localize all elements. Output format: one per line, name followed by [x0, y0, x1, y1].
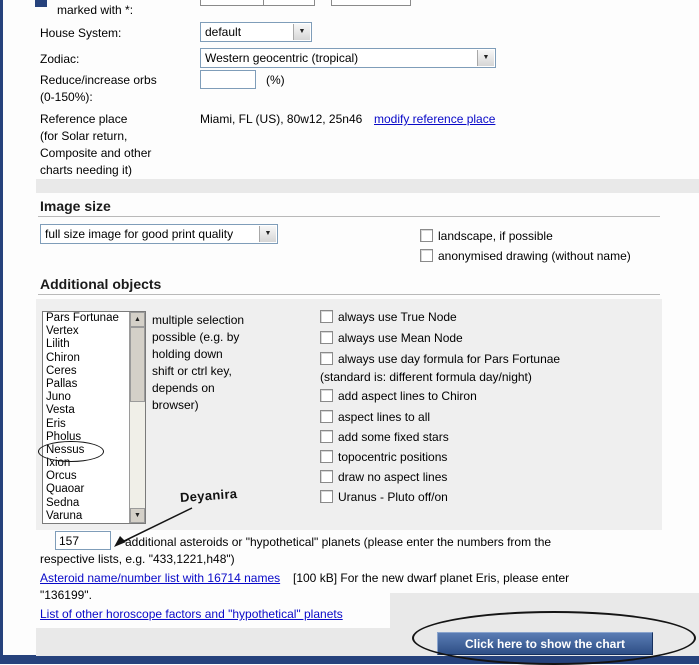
modify-reference-place-link[interactable]: modify reference place — [374, 112, 496, 126]
listbox-option[interactable]: Sedna — [46, 496, 80, 509]
uranus-pluto-label: Uranus - Pluto off/on — [338, 490, 448, 504]
button-annotation-ellipse — [412, 611, 696, 665]
anonymised-checkbox[interactable] — [420, 249, 433, 262]
listbox-scrollbar[interactable] — [129, 312, 145, 523]
orbs-label-line2: (0-150%): — [40, 90, 93, 104]
listbox-option-nessus[interactable]: Nessus — [46, 443, 85, 456]
divider — [38, 294, 660, 295]
bottom-panel — [36, 628, 390, 656]
scroll-up-icon[interactable]: ▲ — [130, 312, 145, 327]
multi-select-note-line: depends on — [152, 381, 215, 395]
house-system-value: default — [205, 25, 242, 39]
landscape-checkbox[interactable] — [420, 229, 433, 242]
show-chart-button[interactable]: Click here to show the chart — [437, 632, 653, 655]
topocentric-checkbox[interactable] — [320, 450, 333, 463]
listbox-option[interactable]: Vesta — [46, 404, 75, 417]
chevron-down-icon[interactable]: ▼ — [477, 50, 494, 66]
additional-objects-heading: Additional objects — [40, 276, 162, 292]
mean-node-label: always use Mean Node — [338, 331, 463, 345]
cropped-control — [263, 0, 315, 6]
day-formula-label: always use day formula for Pars Fortunae — [338, 352, 561, 366]
listbox-option[interactable]: Orcus — [46, 470, 77, 483]
refplace-label-line3: Composite and other — [40, 146, 152, 160]
scrollbar-thumb[interactable] — [130, 327, 145, 402]
refplace-value: Miami, FL (US), 80w12, 25n46 — [200, 112, 363, 126]
anonymised-checkbox-label: anonymised drawing (without name) — [438, 249, 631, 263]
divider — [38, 216, 660, 217]
asteroid-instructions-line1: additional asteroids or "hypothetical" planets (please enter the numbers from the — [125, 535, 552, 549]
aspect-all-checkbox[interactable] — [320, 410, 333, 423]
day-formula-note: (standard is: different formula day/night) — [320, 370, 532, 384]
asteroid-list-link[interactable]: Asteroid name/number list with 16714 names — [40, 571, 281, 585]
listbox-option[interactable]: Chiron — [46, 351, 80, 364]
aspect-all-label: aspect lines to all — [338, 410, 431, 424]
listbox-option[interactable]: Lilith — [46, 338, 70, 351]
listbox-option[interactable]: Juno — [46, 391, 71, 404]
listbox-option[interactable]: Pholus — [46, 430, 82, 443]
cropped-element — [35, 0, 47, 7]
zodiac-select[interactable] — [200, 48, 496, 68]
deyanira-annotation: Deyanira — [179, 486, 238, 505]
other-factors-link[interactable]: List of other horoscope factors and "hypothetical" planets — [40, 607, 343, 621]
scroll-down-icon[interactable]: ▼ — [130, 508, 145, 523]
nessus-annotation-ellipse — [38, 441, 104, 462]
listbox-option[interactable]: Ixion — [46, 457, 71, 470]
asteroid-list-note: [100 kB] For the new dwarf planet Eris, please enter — [293, 571, 570, 585]
zodiac-value: Western geocentric (tropical) — [205, 51, 359, 65]
listbox-option[interactable]: Varuna — [46, 509, 83, 522]
true-node-checkbox[interactable] — [320, 310, 333, 323]
marked-with-label: marked with *: — [57, 3, 134, 17]
true-node-label: always use True Node — [338, 310, 457, 324]
topocentric-label: topocentric positions — [338, 450, 448, 464]
asteroid-instructions-line2: respective lists, e.g. "433,1221,h48") — [40, 552, 235, 566]
chevron-down-icon[interactable]: ▼ — [293, 24, 310, 40]
refplace-label-line2: (for Solar return, — [40, 129, 128, 143]
mean-node-checkbox[interactable] — [320, 331, 333, 344]
multi-select-note-line: browser) — [152, 398, 199, 412]
listbox-option[interactable]: Quaoar — [46, 483, 85, 496]
orbs-label-line1: Reduce/increase orbs — [40, 73, 157, 87]
refplace-label-line4: charts needing it) — [40, 163, 133, 177]
house-system-select[interactable] — [200, 22, 312, 42]
multi-select-note-line: multiple selection — [152, 313, 245, 327]
refplace-label-line1: Reference place — [40, 112, 128, 126]
listbox-option[interactable]: Pars Fortunae — [46, 312, 119, 324]
chiron-aspect-label: add aspect lines to Chiron — [338, 389, 477, 403]
landscape-checkbox-label: landscape, if possible — [438, 229, 553, 243]
uranus-pluto-checkbox[interactable] — [320, 490, 333, 503]
section-separator — [36, 179, 699, 193]
listbox-option[interactable]: Eris — [46, 417, 66, 430]
multi-select-note-line: shift or ctrl key, — [152, 364, 232, 378]
image-size-select[interactable] — [40, 224, 278, 244]
asteroid-list-note-line2: "136199". — [40, 588, 92, 602]
additional-objects-listbox[interactable] — [42, 311, 146, 524]
asteroid-numbers-input[interactable] — [55, 531, 111, 550]
multi-select-note-line: holding down — [152, 347, 223, 361]
chevron-down-icon[interactable]: ▼ — [259, 226, 276, 242]
listbox-option[interactable]: Vertex — [46, 325, 79, 338]
orbs-percent-suffix: (%) — [266, 73, 285, 87]
image-size-value: full size image for good print quality — [45, 227, 234, 241]
fixed-stars-label: add some fixed stars — [338, 430, 449, 444]
no-aspect-lines-label: draw no aspect lines — [338, 470, 448, 484]
no-aspect-lines-checkbox[interactable] — [320, 470, 333, 483]
orbs-input[interactable] — [200, 70, 256, 89]
day-formula-checkbox[interactable] — [320, 352, 333, 365]
image-size-heading: Image size — [40, 198, 111, 214]
zodiac-label: Zodiac: — [40, 52, 80, 66]
listbox-option[interactable]: Ceres — [46, 364, 77, 377]
listbox-option[interactable]: Pallas — [46, 377, 78, 390]
multi-select-note-line: possible (e.g. by — [152, 330, 240, 344]
cropped-control — [331, 0, 411, 6]
left-border-bar — [0, 0, 3, 664]
fixed-stars-checkbox[interactable] — [320, 430, 333, 443]
chiron-aspect-checkbox[interactable] — [320, 389, 333, 402]
house-system-label: House System: — [40, 26, 122, 40]
